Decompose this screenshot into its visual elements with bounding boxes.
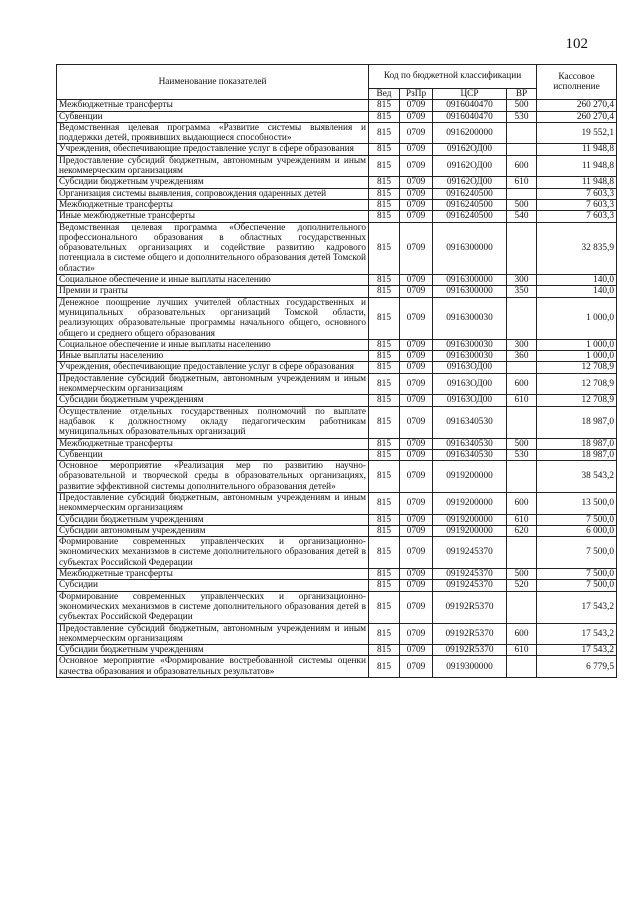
row-vr-cell <box>507 461 537 493</box>
row-vr-cell <box>507 144 537 155</box>
row-csr-cell: 0916240500 <box>433 211 507 222</box>
table-row <box>57 569 617 580</box>
row-amount-cell: 38 543,2 <box>537 461 617 493</box>
row-ved-cell: 815 <box>369 297 400 339</box>
row-amount-cell: 17 543,2 <box>537 645 617 656</box>
table-row <box>57 188 617 199</box>
row-amount-cell: 18 987,0 <box>537 438 617 449</box>
row-name-cell: Премии и гранты <box>57 286 369 297</box>
column-header-vr: ВР <box>507 89 537 100</box>
row-vr-cell: 540 <box>507 211 537 222</box>
row-rzpr-cell: 0709 <box>400 537 433 569</box>
row-vr-cell: 600 <box>507 492 537 514</box>
row-amount-cell: 11 948,8 <box>537 144 617 155</box>
row-ved-cell: 815 <box>369 177 400 188</box>
row-ved-cell: 815 <box>369 100 400 111</box>
row-rzpr-cell: 0709 <box>400 438 433 449</box>
table-row <box>57 111 617 122</box>
row-csr-cell: 0916340530 <box>433 406 507 438</box>
row-name-cell: Формирование современных управленческих и организационно-экономических механизмов в системе дополнительного образования детей в субъектах Российской Федерации <box>57 537 369 569</box>
row-name-cell: Основное мероприятие «Формирование востребованной системы оценки качества образования и образовательных результатов» <box>57 656 369 678</box>
table-row <box>57 406 617 438</box>
row-ved-cell: 815 <box>369 111 400 122</box>
row-ved-cell: 815 <box>369 155 400 177</box>
row-amount-cell: 13 500,0 <box>537 492 617 514</box>
column-header-amount: Кассовое исполнение <box>537 65 617 100</box>
row-vr-cell: 300 <box>507 275 537 286</box>
row-ved-cell: 815 <box>369 406 400 438</box>
row-amount-cell: 32 835,9 <box>537 222 617 274</box>
page-number: 102 <box>565 36 588 52</box>
row-name-cell: Субсидии бюджетным учреждениям <box>57 514 369 525</box>
row-csr-cell: 09162ОД00 <box>433 177 507 188</box>
row-amount-cell: 12 708,9 <box>537 362 617 373</box>
row-rzpr-cell: 0709 <box>400 297 433 339</box>
table-row <box>57 362 617 373</box>
row-csr-cell: 0919300000 <box>433 656 507 678</box>
row-amount-cell: 6 779,5 <box>537 656 617 678</box>
row-vr-cell: 600 <box>507 373 537 395</box>
row-name-cell: Основное мероприятие «Реализация мер по развитию научно-образовательной и творческой среды в образовательных организациях, развитие эффективной системы дополнительного образования детей» <box>57 461 369 493</box>
row-rzpr-cell: 0709 <box>400 351 433 362</box>
row-ved-cell: 815 <box>369 438 400 449</box>
row-ved-cell: 815 <box>369 222 400 274</box>
row-name-cell: Предоставление субсидий бюджетным, автономным учреждениям и иным некоммерческим организациям <box>57 373 369 395</box>
row-csr-cell: 0919200000 <box>433 492 507 514</box>
row-rzpr-cell: 0709 <box>400 100 433 111</box>
table-row <box>57 373 617 395</box>
row-csr-cell: 09162ОД00 <box>433 144 507 155</box>
row-amount-cell: 7 603,3 <box>537 188 617 199</box>
column-header-csr: ЦСР <box>433 89 507 100</box>
row-rzpr-cell: 0709 <box>400 188 433 199</box>
row-csr-cell: 0916300030 <box>433 351 507 362</box>
row-vr-cell: 600 <box>507 155 537 177</box>
row-name-cell: Субсидии бюджетным учреждениям <box>57 177 369 188</box>
row-name-cell: Субсидии <box>57 580 369 591</box>
row-ved-cell: 815 <box>369 623 400 645</box>
row-name-cell: Субсидии автономным учреждениям <box>57 525 369 536</box>
row-vr-cell: 360 <box>507 351 537 362</box>
row-amount-cell: 12 708,9 <box>537 373 617 395</box>
row-csr-cell: 09163ОД00 <box>433 373 507 395</box>
row-ved-cell: 815 <box>369 645 400 656</box>
column-header-ved: Вед <box>369 89 400 100</box>
row-rzpr-cell: 0709 <box>400 645 433 656</box>
row-name-cell: Предоставление субсидий бюджетным, автономным учреждениям и иным некоммерческим организациям <box>57 623 369 645</box>
row-ved-cell: 815 <box>369 144 400 155</box>
row-ved-cell: 815 <box>369 656 400 678</box>
row-amount-cell: 7 603,3 <box>537 211 617 222</box>
row-vr-cell: 530 <box>507 449 537 460</box>
row-ved-cell: 815 <box>369 591 400 623</box>
row-vr-cell <box>507 362 537 373</box>
row-rzpr-cell: 0709 <box>400 111 433 122</box>
row-amount-cell: 7 500,0 <box>537 569 617 580</box>
row-rzpr-cell: 0709 <box>400 155 433 177</box>
row-amount-cell: 12 708,9 <box>537 395 617 406</box>
row-vr-cell: 520 <box>507 580 537 591</box>
row-csr-cell: 0919245370 <box>433 569 507 580</box>
row-name-cell: Учреждения, обеспечивающие предоставление услуг в сфере образования <box>57 362 369 373</box>
row-csr-cell: 0916240500 <box>433 188 507 199</box>
row-rzpr-cell: 0709 <box>400 492 433 514</box>
row-csr-cell: 0919245370 <box>433 580 507 591</box>
row-name-cell: Иные межбюджетные трансферты <box>57 211 369 222</box>
row-vr-cell: 500 <box>507 569 537 580</box>
table-row <box>57 492 617 514</box>
table-row <box>57 623 617 645</box>
row-csr-cell: 0916040470 <box>433 100 507 111</box>
row-ved-cell: 815 <box>369 580 400 591</box>
row-csr-cell: 0916240500 <box>433 199 507 210</box>
row-vr-cell <box>507 591 537 623</box>
row-ved-cell: 815 <box>369 122 400 144</box>
row-rzpr-cell: 0709 <box>400 144 433 155</box>
table-row <box>57 286 617 297</box>
row-rzpr-cell: 0709 <box>400 199 433 210</box>
row-amount-cell: 11 948,8 <box>537 177 617 188</box>
table-row <box>57 351 617 362</box>
row-csr-cell: 0916300000 <box>433 275 507 286</box>
row-rzpr-cell: 0709 <box>400 275 433 286</box>
row-rzpr-cell: 0709 <box>400 373 433 395</box>
row-vr-cell <box>507 537 537 569</box>
table-row <box>57 275 617 286</box>
row-ved-cell: 815 <box>369 492 400 514</box>
row-ved-cell: 815 <box>369 286 400 297</box>
table-row <box>57 297 617 339</box>
row-amount-cell: 1 000,0 <box>537 297 617 339</box>
row-rzpr-cell: 0709 <box>400 286 433 297</box>
row-csr-cell: 0919200000 <box>433 525 507 536</box>
table-row <box>57 537 617 569</box>
row-name-cell: Ведомственная целевая программа «Развитие системы выявления и поддержки детей, проявивших выдающиеся способности» <box>57 122 369 144</box>
row-csr-cell: 0916300000 <box>433 286 507 297</box>
row-name-cell: Межбюджетные трансферты <box>57 199 369 210</box>
row-ved-cell: 815 <box>369 339 400 350</box>
row-vr-cell: 610 <box>507 395 537 406</box>
table-body <box>57 100 617 678</box>
row-rzpr-cell: 0709 <box>400 449 433 460</box>
row-ved-cell: 815 <box>369 188 400 199</box>
table-row <box>57 144 617 155</box>
row-rzpr-cell: 0709 <box>400 395 433 406</box>
row-csr-cell: 09162ОД00 <box>433 155 507 177</box>
table-row <box>57 591 617 623</box>
table-row <box>57 449 617 460</box>
table-row <box>57 645 617 656</box>
table-row <box>57 177 617 188</box>
row-name-cell: Субсидии бюджетным учреждениям <box>57 645 369 656</box>
row-csr-cell: 09192R5370 <box>433 591 507 623</box>
row-ved-cell: 815 <box>369 569 400 580</box>
table-row <box>57 211 617 222</box>
table-row <box>57 461 617 493</box>
row-rzpr-cell: 0709 <box>400 569 433 580</box>
row-csr-cell: 0919200000 <box>433 461 507 493</box>
row-amount-cell: 140,0 <box>537 286 617 297</box>
row-amount-cell: 1 000,0 <box>537 351 617 362</box>
row-csr-cell: 09192R5370 <box>433 623 507 645</box>
row-ved-cell: 815 <box>369 449 400 460</box>
row-vr-cell: 620 <box>507 525 537 536</box>
row-name-cell: Субвенции <box>57 111 369 122</box>
table-row <box>57 514 617 525</box>
row-name-cell: Денежное поощрение лучших учителей областных государственных и муниципальных образовательных организаций Томской области, реализующих образовательные программы начального общего, основного общего и среднего общего образования <box>57 297 369 339</box>
row-vr-cell <box>507 297 537 339</box>
row-ved-cell: 815 <box>369 199 400 210</box>
row-ved-cell: 815 <box>369 373 400 395</box>
row-rzpr-cell: 0709 <box>400 591 433 623</box>
table-row <box>57 155 617 177</box>
row-ved-cell: 815 <box>369 461 400 493</box>
table-row <box>57 656 617 678</box>
row-name-cell: Иные выплаты населению <box>57 351 369 362</box>
row-vr-cell: 530 <box>507 111 537 122</box>
row-vr-cell: 500 <box>507 199 537 210</box>
row-amount-cell: 1 000,0 <box>537 339 617 350</box>
row-csr-cell: 0916300000 <box>433 222 507 274</box>
row-rzpr-cell: 0709 <box>400 211 433 222</box>
row-ved-cell: 815 <box>369 351 400 362</box>
row-csr-cell: 09192R5370 <box>433 645 507 656</box>
row-amount-cell: 7 500,0 <box>537 580 617 591</box>
row-amount-cell: 7 603,3 <box>537 199 617 210</box>
row-rzpr-cell: 0709 <box>400 525 433 536</box>
row-vr-cell <box>507 406 537 438</box>
row-amount-cell: 260 270,4 <box>537 111 617 122</box>
row-csr-cell: 0916340530 <box>433 449 507 460</box>
row-amount-cell: 17 543,2 <box>537 591 617 623</box>
row-csr-cell: 09163ОД00 <box>433 395 507 406</box>
row-ved-cell: 815 <box>369 211 400 222</box>
row-rzpr-cell: 0709 <box>400 580 433 591</box>
row-vr-cell: 600 <box>507 623 537 645</box>
row-name-cell: Осуществление отдельных государственных полномочий по выплате надбавок к должностному окладу педагогическим работникам муниципальных образовательных организаций <box>57 406 369 438</box>
row-name-cell: Субвенции <box>57 449 369 460</box>
row-amount-cell: 19 552,1 <box>537 122 617 144</box>
row-name-cell: Межбюджетные трансферты <box>57 569 369 580</box>
table-row <box>57 438 617 449</box>
row-ved-cell: 815 <box>369 525 400 536</box>
row-amount-cell: 6 000,0 <box>537 525 617 536</box>
row-name-cell: Ведомственная целевая программа «Обеспечение дополнительного профессионального образования в областных государственных образовательных организациях и содействие развитию кадрового потенциала в системе общего и дополнительного образования детей Томской области» <box>57 222 369 274</box>
row-rzpr-cell: 0709 <box>400 623 433 645</box>
row-ved-cell: 815 <box>369 395 400 406</box>
row-rzpr-cell: 0709 <box>400 514 433 525</box>
row-name-cell: Субсидии бюджетным учреждениям <box>57 395 369 406</box>
row-name-cell: Предоставление субсидий бюджетным, автономным учреждениям и иным некоммерческим организациям <box>57 492 369 514</box>
row-rzpr-cell: 0709 <box>400 177 433 188</box>
row-rzpr-cell: 0709 <box>400 656 433 678</box>
table-row <box>57 222 617 274</box>
row-vr-cell: 350 <box>507 286 537 297</box>
table-row <box>57 100 617 111</box>
row-amount-cell: 260 270,4 <box>537 100 617 111</box>
row-ved-cell: 815 <box>369 362 400 373</box>
row-rzpr-cell: 0709 <box>400 122 433 144</box>
row-csr-cell: 0916340530 <box>433 438 507 449</box>
row-vr-cell: 300 <box>507 339 537 350</box>
row-name-cell: Межбюджетные трансферты <box>57 438 369 449</box>
row-name-cell: Учреждения, обеспечивающие предоставление услуг в сфере образования <box>57 144 369 155</box>
row-csr-cell: 0916300030 <box>433 297 507 339</box>
row-rzpr-cell: 0709 <box>400 339 433 350</box>
row-csr-cell: 0919200000 <box>433 514 507 525</box>
row-rzpr-cell: 0709 <box>400 461 433 493</box>
row-csr-cell: 0916040470 <box>433 111 507 122</box>
column-header-code-group: Код по бюджетной классификации <box>369 65 537 89</box>
row-csr-cell: 09163ОД00 <box>433 362 507 373</box>
budget-execution-table <box>56 64 617 678</box>
row-amount-cell: 7 500,0 <box>537 537 617 569</box>
row-vr-cell: 500 <box>507 438 537 449</box>
row-ved-cell: 815 <box>369 514 400 525</box>
row-csr-cell: 0916200000 <box>433 122 507 144</box>
table-row <box>57 525 617 536</box>
row-rzpr-cell: 0709 <box>400 362 433 373</box>
row-vr-cell: 610 <box>507 514 537 525</box>
row-vr-cell <box>507 188 537 199</box>
row-ved-cell: 815 <box>369 275 400 286</box>
row-ved-cell: 815 <box>369 537 400 569</box>
row-vr-cell <box>507 122 537 144</box>
row-name-cell: Социальное обеспечение и иные выплаты населению <box>57 339 369 350</box>
row-csr-cell: 0919245370 <box>433 537 507 569</box>
row-name-cell: Предоставление субсидий бюджетным, автономным учреждениям и иным некоммерческим организациям <box>57 155 369 177</box>
row-vr-cell: 610 <box>507 645 537 656</box>
row-amount-cell: 7 500,0 <box>537 514 617 525</box>
row-vr-cell: 610 <box>507 177 537 188</box>
row-rzpr-cell: 0709 <box>400 222 433 274</box>
row-name-cell: Формирование современных управленческих и организационно-экономических механизмов в системе дополнительного образования детей в субъектах Российской Федерации <box>57 591 369 623</box>
row-name-cell: Социальное обеспечение и иные выплаты населению <box>57 275 369 286</box>
table-row <box>57 395 617 406</box>
column-header-rzpr: РзПр <box>400 89 433 100</box>
table-row <box>57 199 617 210</box>
row-rzpr-cell: 0709 <box>400 406 433 438</box>
row-amount-cell: 18 987,0 <box>537 406 617 438</box>
row-vr-cell: 500 <box>507 100 537 111</box>
row-name-cell: Организация системы выявления, сопровождения одаренных детей <box>57 188 369 199</box>
table-row <box>57 122 617 144</box>
row-csr-cell: 0916300030 <box>433 339 507 350</box>
column-header-name: Наименование показателей <box>57 65 369 100</box>
row-vr-cell <box>507 222 537 274</box>
row-name-cell: Межбюджетные трансферты <box>57 100 369 111</box>
row-vr-cell <box>507 656 537 678</box>
table-row <box>57 580 617 591</box>
row-amount-cell: 11 948,8 <box>537 155 617 177</box>
row-amount-cell: 17 543,2 <box>537 623 617 645</box>
row-amount-cell: 140,0 <box>537 275 617 286</box>
row-amount-cell: 18 987,0 <box>537 449 617 460</box>
table-row <box>57 339 617 350</box>
